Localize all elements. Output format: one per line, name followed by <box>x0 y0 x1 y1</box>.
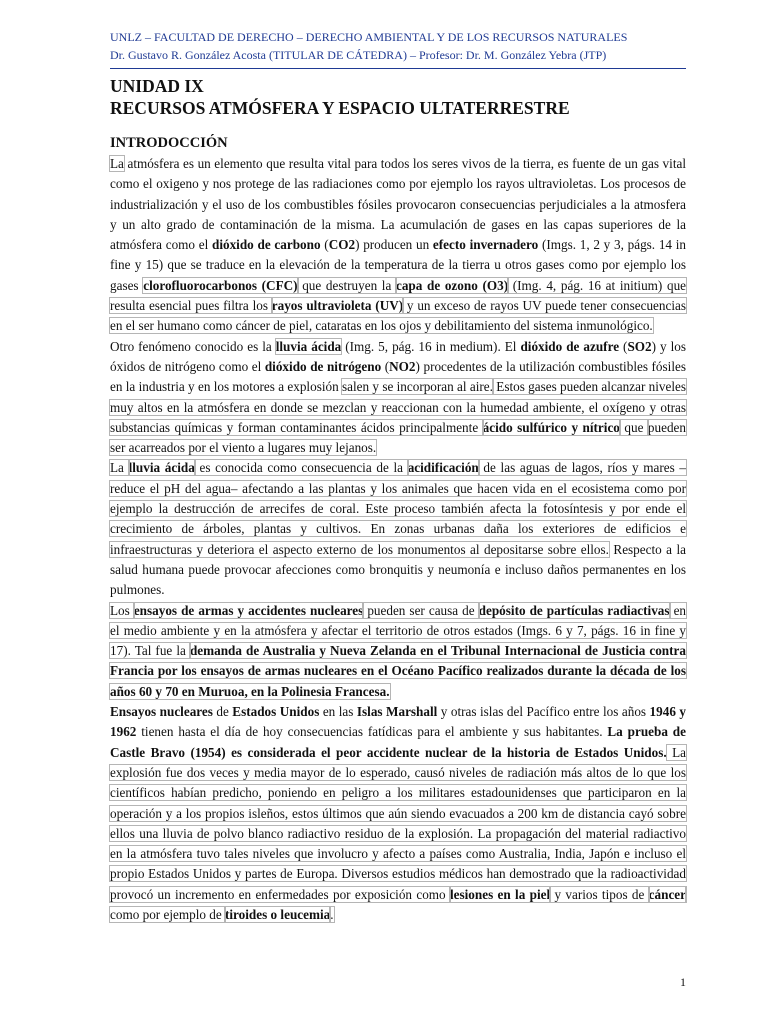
document-page <box>110 28 686 925</box>
text-run: ( <box>381 358 390 374</box>
bold-text: dióxido de carbono <box>212 237 321 253</box>
bold-text: dióxido de azufre <box>520 338 620 354</box>
section-title: INTRODOCCIÓN <box>110 135 228 151</box>
bold-text: ácido sulfúrico y nítrico <box>482 419 620 435</box>
bold-text: lluvia ácida <box>275 338 342 354</box>
text-run: ) producen un <box>355 237 433 253</box>
text-run: de <box>212 704 233 720</box>
paragraph <box>110 702 686 925</box>
text-run: . <box>330 906 334 922</box>
text-run: atmósfera es un elemento que resulta vital para todos los seres vivos de la tierra, es fuente de un gas vital como el oxigeno y nos protege de las radiaciones como por ejemplo los rayos ultravioletas. Los procesos de industrialización y el uso de los combustibles fósiles provocaron consecuencias perjudiciales a la atmosfera y un alto grado de contaminación de la misma. La acumulación de gases en las capas superiores de la atmósfera como el <box>110 156 686 253</box>
text-run: (Img. 4, pág. 16 at initium) que resulta esencial pues filtra los <box>110 277 687 314</box>
bold-text: CO2 <box>328 237 356 253</box>
page-number: 1 <box>680 975 686 989</box>
unit-title: UNIDAD IX <box>110 76 204 96</box>
text-run: salen y se incorporan al aire. <box>342 379 493 395</box>
bold-text: clorofluorocarbonos (CFC) <box>143 277 298 293</box>
bold-text: tiroides o leucemia <box>225 906 331 922</box>
document-header <box>110 28 686 64</box>
text-run: La explosión fue dos veces y media mayor de lo esperado, causó niveles de radiación más altos de lo que los científicos habían predicho, poniendo en peligro a los militares estadounidenses que participaron en la operación y a los propios isleños, estos últimos que aún siendo evacuados a 200 km de distancia cayó sobre ellos una lluvia de polvo blanco radiactivo residuo de la explosión. La propagación del material radiactivo en la atmósfera tuvo tales niveles que involucro y afecto a países como Australia, India, Japón e incluso el propio Estados Unidos y partes de Europa. Diversos estudios médicos han demostrado que la radioactividad provocó un incremento en enfermedades por exposición como <box>110 744 686 902</box>
header-institution: UNLZ – FACULTAD DE DERECHO – DERECHO AMBIENTAL Y DE LOS RECURSOS NATURALES <box>110 30 628 44</box>
text-run: ) procedentes de la utilización combustibles fósiles en la industria y en los motores a explosión <box>110 358 686 395</box>
bold-text: acidificación <box>407 460 479 476</box>
text-run: y un exceso de rayos UV puede tener consecuencias en el ser humano como cáncer de piel, cataratas en los ojos y debilitamiento del sistema inmunológico. <box>110 298 686 334</box>
bold-text: lesiones en la piel <box>449 886 551 902</box>
text-run: ( <box>320 237 329 253</box>
text-run: ( <box>619 338 628 354</box>
bold-text: efecto invernadero <box>432 237 539 253</box>
text-run: que destruyen la <box>297 277 396 293</box>
bold-text: Estados Unidos <box>232 704 320 720</box>
bold-text: dióxido de nitrógeno <box>264 358 382 374</box>
text-run: Otro fenómeno conocido es la <box>110 338 276 354</box>
bold-text: 1946 y 1962 <box>110 704 686 740</box>
text-run: que <box>619 419 648 435</box>
bold-text: capa de ozono (O3) <box>395 277 509 293</box>
bold-text: Islas Marshall <box>356 704 438 720</box>
text-run: ) y los óxidos de nitrógeno como el <box>110 338 686 374</box>
text-run: Los <box>110 602 134 618</box>
bold-text: cáncer <box>648 886 687 902</box>
text-run: en las <box>319 704 357 720</box>
text-run: tienen hasta el día de hoy consecuencias fatídicas para el ambiente y sus habitantes. <box>136 724 608 740</box>
paragraph <box>110 337 686 459</box>
text-run: (Imgs. 1, 2 y 3, págs. 14 in fine y 15) que se traduce en la elevación de la temperatura de la tierra u otros gases como por ejemplo los gases <box>110 237 686 293</box>
bold-text: Ensayos nucleares <box>110 704 213 720</box>
bold-text: ensayos de armas y accidentes nucleares <box>133 602 364 618</box>
bold-text: rayos ultravioleta (UV) <box>271 298 404 314</box>
text-run: en el medio ambiente y en la atmósfera y afectar el territorio de otros estados (Imgs. 6 y 7, págs. 16 in fine y 17). Tal fue la <box>110 602 687 659</box>
text-run: La <box>110 460 129 476</box>
text-run: pueden ser causa de <box>363 602 479 618</box>
text-run: Estos gases pueden alcanzar niveles muy altos en la atmósfera en donde se mezclan y reaccionan con la humedad ambiente, el oxígeno y otras substancias químicas y forman contaminantes ácidos principalmente <box>110 379 687 435</box>
bold-text: La prueba de Castle Bravo (1954) es considerada el peor accidente nuclear de la historia de Estados Unidos. <box>110 724 686 760</box>
paragraph <box>110 154 686 337</box>
text-run: (Img. 5, pág. 16 in medium). El <box>341 338 521 354</box>
body-text <box>110 154 686 925</box>
bold-text: NO2 <box>389 358 416 374</box>
text-run: como por ejemplo de <box>110 906 225 922</box>
bold-text: demanda de Australia y Nueva Zelanda en el Tribunal Internacional de Justicia contra Francia por los ensayos de armas nucleares en el Océano Pacífico realizados durante la década de los años 60 y 70 en Muruoa, en la Polinesia Francesa. <box>110 643 686 699</box>
text-run: y otras islas del Pacífico entre los años <box>437 704 650 720</box>
paragraph <box>110 601 686 702</box>
text-run: y varios tipos de <box>550 886 649 902</box>
text-run: Respecto a la salud humana puede provocar afecciones como bronquitis y neumonía e incluso daños permanentes en los pulmones. <box>110 541 686 598</box>
text-run: es conocida como consecuencia de la <box>194 460 408 476</box>
header-professors: Dr. Gustavo R. González Acosta (TITULAR DE CÁTEDRA) – Profesor: Dr. M. González Yebra (JTP) <box>110 48 607 62</box>
bold-text: lluvia ácida <box>128 460 195 476</box>
header-divider <box>110 68 686 69</box>
bold-text: depósito de partículas radiactivas <box>478 602 670 618</box>
text-run: La <box>110 156 124 171</box>
unit-subtitle: RECURSOS ATMÓSFERA Y ESPACIO ULTATERRESTRE <box>110 98 570 118</box>
paragraph <box>110 458 686 600</box>
text-run: de las aguas de lagos, ríos y mares –reduce el pH del agua– afectando a las plantas y los animales que hacen vida en el ecosistema como por ejemplo la destrucción de arrecifes de coral. Este proceso también afecta la fotosíntesis y por ende el crecimiento de árboles, plantas y cultivos. En zonas urbanas daña los exteriores de edificios e infraestructuras y deteriora el aspecto externo de los monumentos al depositarse sobre ellos. <box>110 460 686 557</box>
bold-text: SO2 <box>627 338 652 354</box>
text-run: pueden ser acarreados por el viento a lugares muy lejanos. <box>110 419 686 456</box>
